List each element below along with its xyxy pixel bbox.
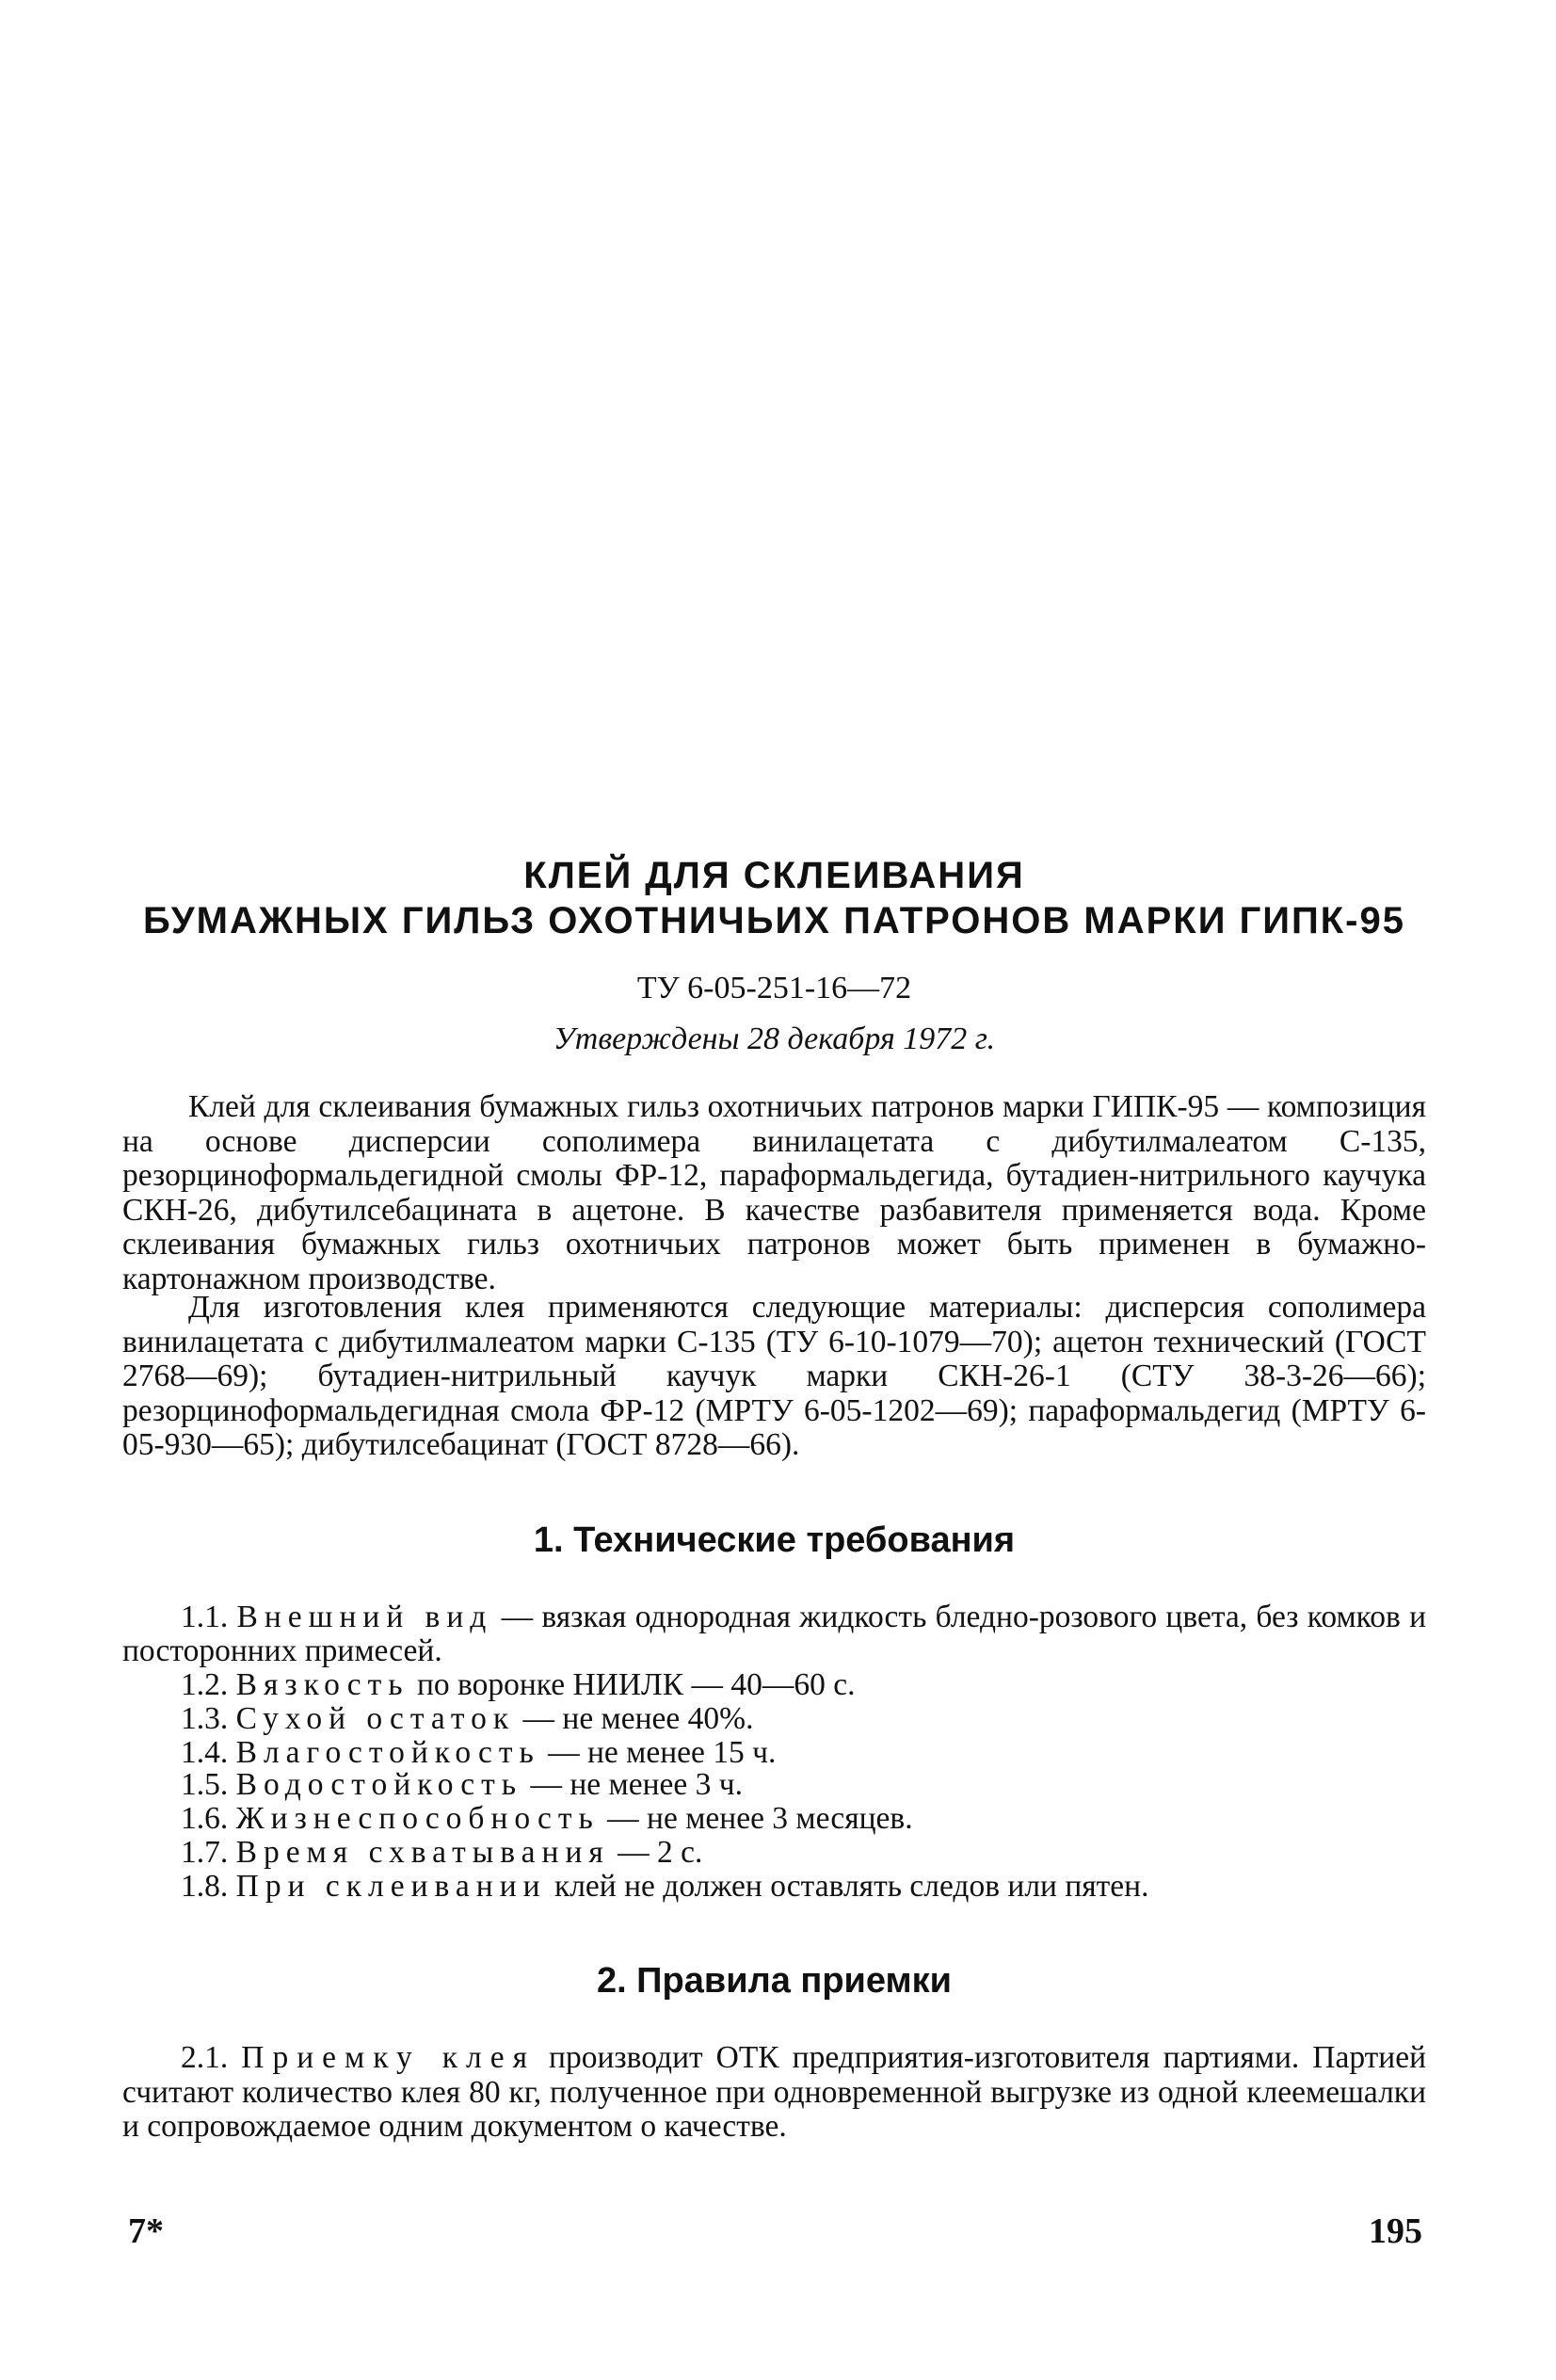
item-number: 1.7. xyxy=(181,1835,229,1870)
requirement-item xyxy=(122,1836,1426,1870)
page-number: 195 xyxy=(1369,2211,1422,2251)
item-number: 1.5. xyxy=(181,1767,229,1802)
item-term: Влагостойкость xyxy=(235,1735,540,1770)
acceptance-item xyxy=(122,2041,1426,2145)
document-title-line-1: КЛЕЙ ДЛЯ СКЛЕИВАНИЯ xyxy=(523,855,1025,896)
item-term: Время схватывания xyxy=(235,1835,610,1870)
requirement-item xyxy=(122,1736,1426,1770)
section-heading-acceptance-rules: 2. Правила приемки xyxy=(596,1961,953,2001)
item-text: клей не должен оставлять следов или пятен. xyxy=(546,1869,1149,1904)
item-text: производит ОТК предприятия-изготовителя партиями. Партией считают количество клея 80 кг, полученное при одновременной выгрузке из одной клеемешалки и сопровождаемое одним документом о качестве. xyxy=(122,2040,1426,2144)
specification-code: ТУ 6-05-251-16—72 xyxy=(636,971,912,1005)
item-text: — не менее 40%. xyxy=(515,1701,754,1736)
item-term: Сухой остаток xyxy=(235,1701,516,1736)
requirement-item xyxy=(122,1668,1426,1702)
section-heading-technical-requirements: 1. Технические требования xyxy=(533,1520,1016,1560)
requirement-item xyxy=(122,1702,1426,1736)
item-term: Внешний вид xyxy=(236,1600,493,1634)
approval-date: Утверждены 28 декабря 1972 г. xyxy=(553,1021,996,1056)
item-text: — не менее 15 ч. xyxy=(539,1735,777,1770)
document-page xyxy=(122,0,1426,2380)
intro-paragraph-1: Клей для склеивания бумажных гильз охотничьих патронов марки ГИПК-95 — композиция на основе дисперсии сополимера винилацетата с дибутилмалеатом С-135, резорциноформальдегидной смолы ФР-12, параформальдегида, бутадиен-нитрильного каучука СКН-26, дибутилсебацината в ацетоне. В качестве разбавителя применяется вода. Кроме склеивания бумажных гильз охотничьих патронов может быть применен в бумажно-картонажном производстве. xyxy=(122,1089,1426,1296)
item-term: При склеивании xyxy=(235,1869,547,1904)
intro-paragraph-2: Для изготовления клея применяются следующие материалы: дисперсия сополимера винилацетата с дибутилмалеатом марки С-135 (ТУ 6-10-1079—70); ацетон технический (ГОСТ 2768—69); бутадиен-нитрильный каучук марки СКН-26-1 (СТУ 38-3-26—66); резорциноформальдегидная смола ФР-12 (МРТУ 6-05-1202—69); параформальдегид (МРТУ 6-05-930—65); дибутилсебацинат (ГОСТ 8728—66). xyxy=(122,1290,1426,1462)
item-text: — не менее 3 месяцев. xyxy=(599,1801,913,1836)
document-title-line-2: БУМАЖНЫХ ГИЛЬЗ ОХОТНИЧЬИХ ПАТРОНОВ МАРКИ ГИПК-95 xyxy=(143,900,1405,941)
requirement-item xyxy=(122,1600,1426,1668)
item-number: 1.1. xyxy=(181,1600,229,1634)
signature-mark: 7* xyxy=(128,2211,164,2251)
item-text: — вязкая однородная жидкость бледно-розового цвета, без комков и посторонних примесей. xyxy=(122,1600,1427,1668)
requirement-item xyxy=(122,1802,1426,1836)
item-number: 1.2. xyxy=(181,1667,229,1702)
item-term: Жизнеспособность xyxy=(235,1801,600,1836)
item-number: 2.1. xyxy=(181,2040,229,2075)
item-number: 1.4. xyxy=(181,1735,229,1770)
item-number: 1.3. xyxy=(181,1701,229,1736)
item-text: — не менее 3 ч. xyxy=(522,1767,743,1802)
item-text: — 2 с. xyxy=(609,1835,703,1870)
item-number: 1.8. xyxy=(181,1869,229,1904)
requirement-item xyxy=(122,1870,1426,1904)
item-text: по воронке НИИЛК — 40—60 с. xyxy=(409,1667,856,1702)
item-term: Вязкость xyxy=(235,1667,409,1702)
item-term: Водостойкость xyxy=(235,1767,523,1802)
item-number: 1.6. xyxy=(181,1801,229,1836)
requirement-item xyxy=(122,1768,1426,1802)
item-term: Приемку клея xyxy=(241,2040,537,2075)
